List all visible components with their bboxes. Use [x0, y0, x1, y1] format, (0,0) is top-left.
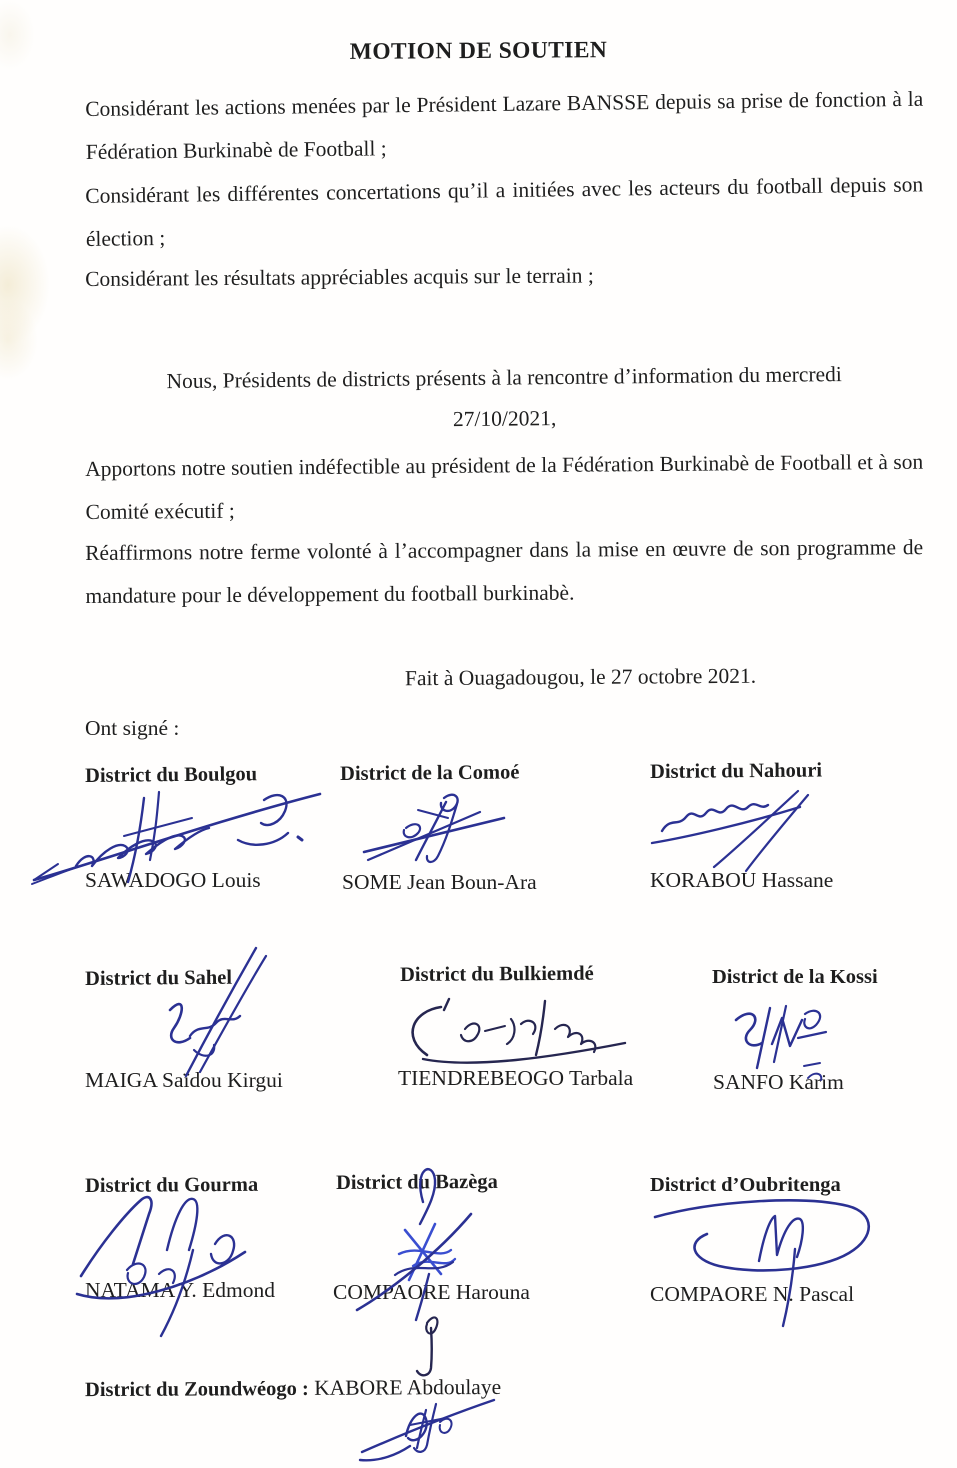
signatory-name-compaore-pascal: COMPAORE N. Pascal — [650, 1282, 855, 1306]
signatory-name-tiendrebeogo: TIENDREBEOGO Tarbala — [398, 1066, 634, 1090]
district-header-boulgou: District du Boulgou — [85, 763, 258, 787]
paragraph-considerant-concertations: Considérant les différentes concertations qu’il a initiées avec les acteurs du football depuis son élection ; — [85, 172, 924, 251]
paragraph-nous-presidents-date: 27/10/2021, — [452, 406, 557, 432]
district-header-bulkiemde: District du Bulkiemdé — [400, 962, 594, 986]
signatory-name-compaore-harouna: COMPAORE Harouna — [333, 1280, 530, 1304]
scan-artifact — [0, 300, 38, 380]
signature-compaore-harouna — [343, 1158, 493, 1383]
district-header-oubritenga: District d’Oubritenga — [650, 1174, 841, 1196]
paragraph-considerant-actions: Considérant les actions menées par le Président Lazare BANSSE depuis sa prise de fonction à la Fédération Burkinabè de Football ; — [85, 86, 924, 164]
district-header-gourma: District du Gourma — [85, 1173, 259, 1197]
district-header-nahouri: District du Nahouri — [650, 759, 823, 783]
paragraph-reaffirmons: Réaffirmons notre ferme volonté à l’accompagner dans la mise en œuvre de son programme de mandature pour le développement du football burkinabè. — [85, 535, 924, 608]
district-header-kossi: District de la Kossi — [712, 966, 878, 988]
district-header-zoundweogo: District du Zoundwéogo : — [84, 1377, 309, 1402]
paragraph-considerant-resultats: Considérant les résultats appréciables acquis sur le terrain ; — [85, 263, 594, 291]
signature-kabore — [348, 1388, 503, 1466]
district-header-bazega: District du Bazèga — [336, 1170, 498, 1194]
district-header-sahel: District du Sahel — [85, 966, 233, 990]
document-title: MOTION DE SOUTIEN — [349, 37, 608, 65]
signatory-name-kabore: KABORE Abdoulaye — [314, 1374, 502, 1400]
signature-tiendrebeogo — [393, 993, 633, 1075]
district-header-comoe: District de la Comoé — [340, 761, 520, 785]
paragraph-nous-presidents-line1: Nous, Présidents de districts présents à la rencontre d’information du mercredi — [166, 362, 842, 394]
signature-sanfo — [708, 998, 848, 1086]
signature-maiga — [128, 938, 293, 1083]
signature-korabou — [648, 783, 823, 875]
place-date-line: Fait à Ouagadougou, le 27 octobre 2021. — [404, 663, 757, 691]
signatory-name-sawadogo: SAWADOGO Louis — [85, 868, 261, 892]
signature-some — [358, 788, 513, 870]
signature-sawadogo — [28, 778, 333, 888]
signed-label: Ont signé : — [85, 716, 180, 740]
signature-compaore-pascal — [643, 1193, 883, 1333]
signatory-name-maiga: MAIGA Saïdou Kirgui — [85, 1068, 283, 1092]
signatory-name-korabou: KORABOU Hassane — [650, 868, 834, 892]
signature-natama — [73, 1188, 268, 1338]
paragraph-apportons: Apportons notre soutien indéfectible au président de la Fédération Burkinabè de Football et à son Comité exécutif ; — [85, 449, 924, 524]
signatory-name-natama: NATAMA Y. Edmond — [85, 1278, 276, 1302]
paragraph-nous-presidents — [85, 353, 924, 444]
signatory-name-some: SOME Jean Boun-Ara — [342, 870, 537, 894]
scan-artifact — [0, 225, 50, 345]
signatory-name-sanfo: SANFO Karim — [713, 1070, 844, 1094]
